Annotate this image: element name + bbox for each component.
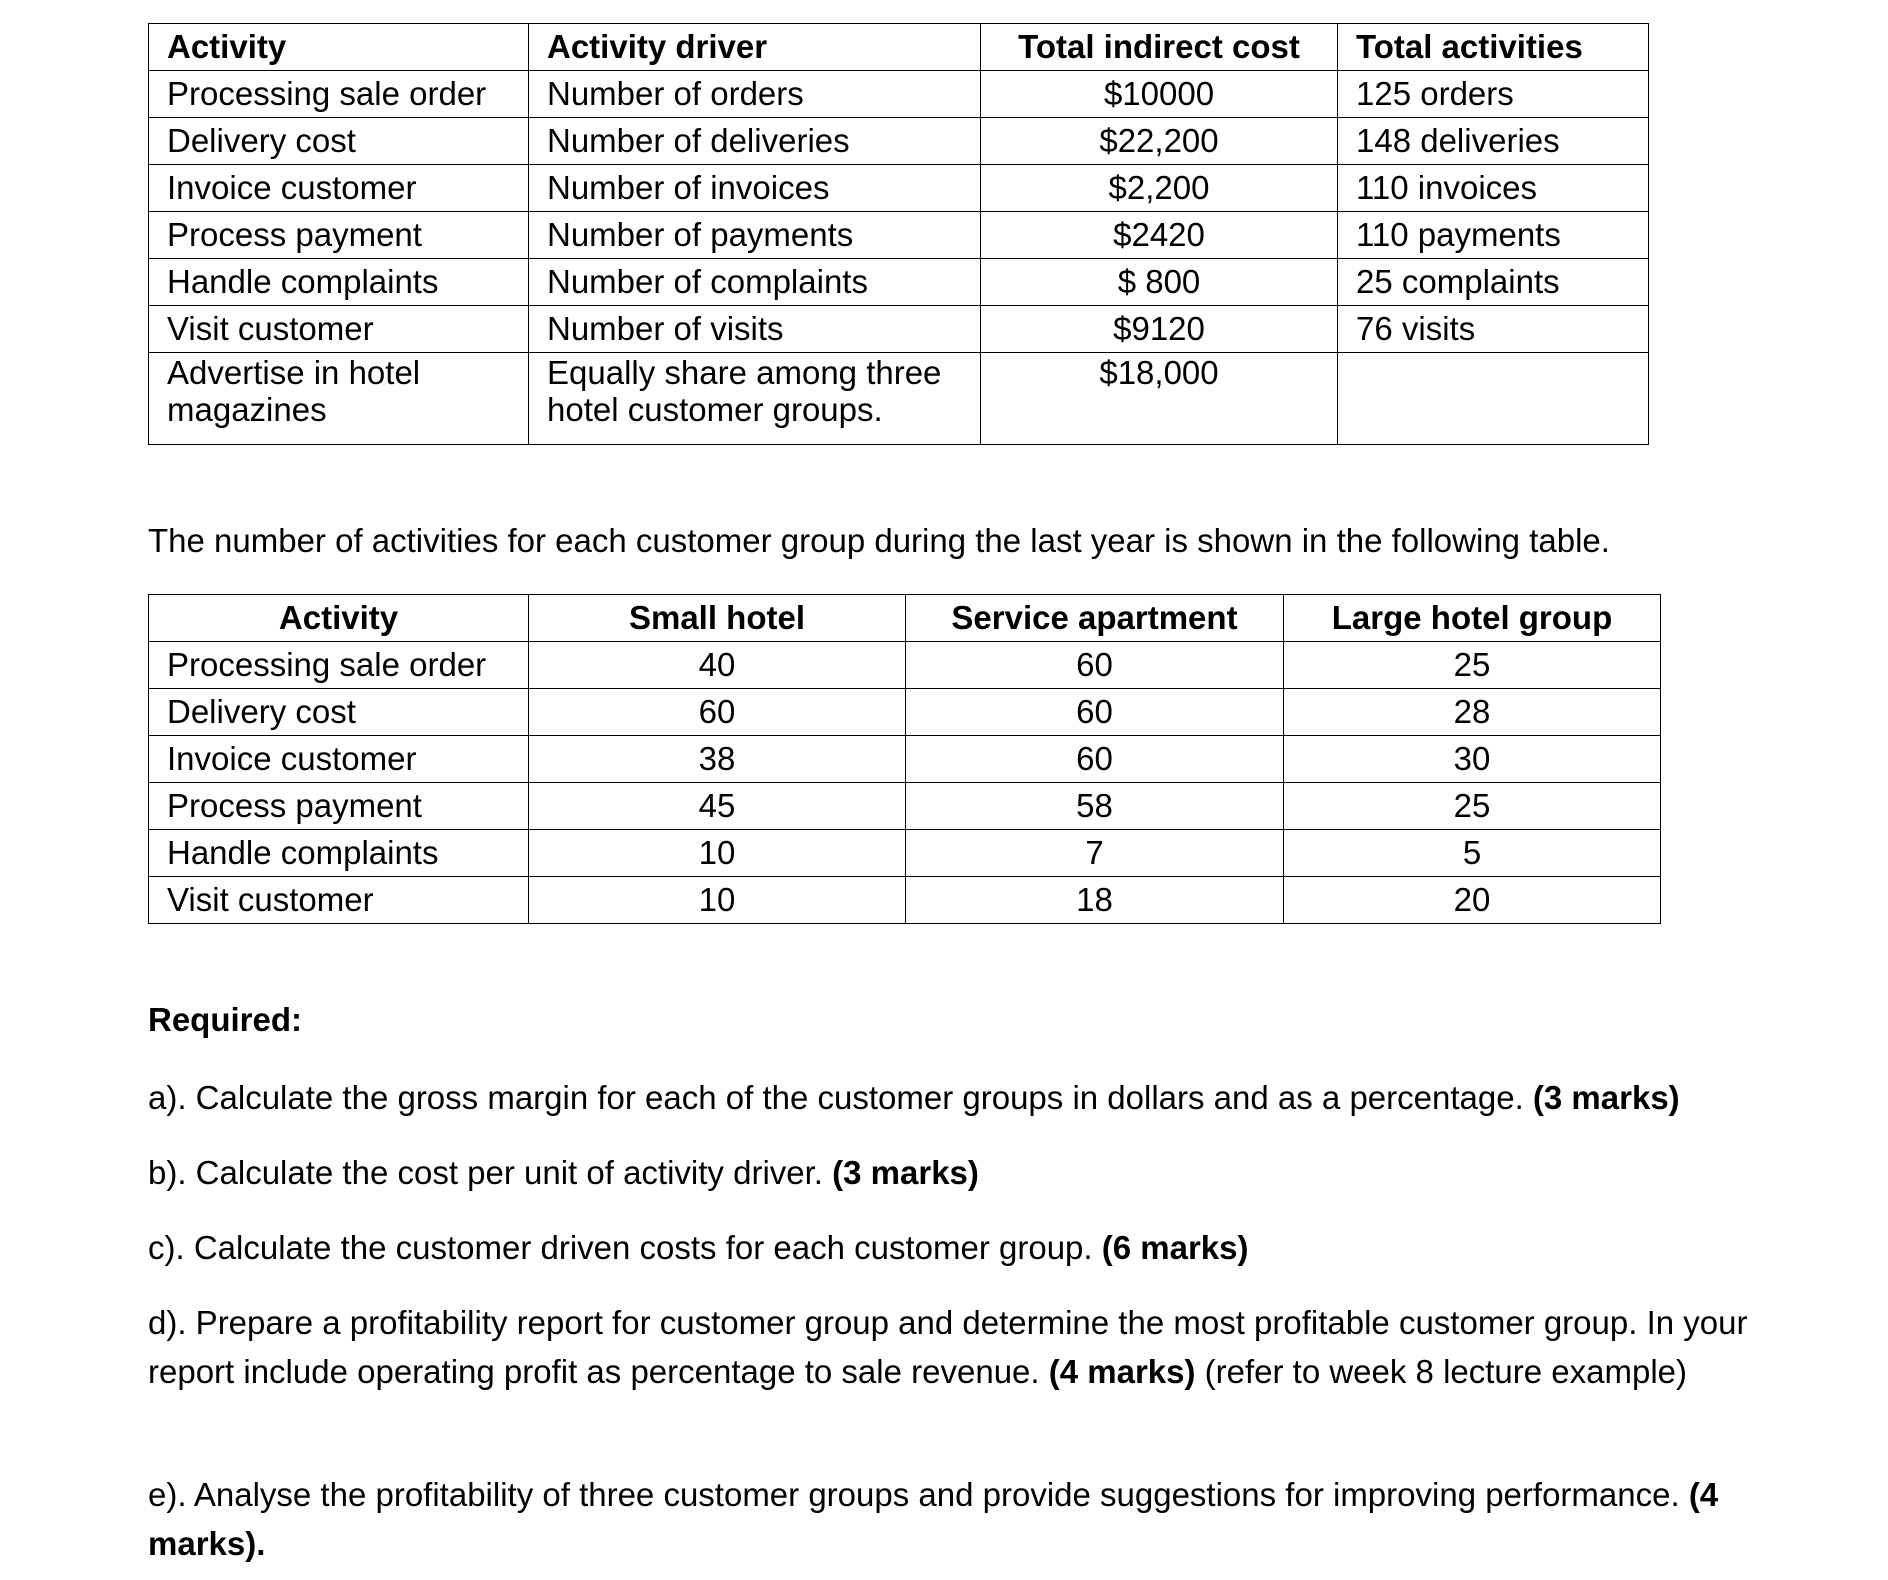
required-heading: Required: <box>148 1001 303 1038</box>
question-d <box>148 1298 1788 1396</box>
activity-cell: Invoice customer <box>149 165 529 212</box>
table-row <box>149 306 1649 353</box>
activity-cell: Visit customer <box>149 877 529 924</box>
marks-label: (3 marks) <box>1532 1079 1680 1116</box>
large-hotel-cell: 25 <box>1284 783 1661 830</box>
header-activity-driver: Activity driver <box>529 24 981 71</box>
question-text: c). Calculate the customer driven costs for each customer group. <box>148 1229 1102 1266</box>
header-service-apartment: Service apartment <box>906 595 1284 642</box>
question-e <box>148 1470 1788 1568</box>
total-cell: 25 complaints <box>1338 259 1649 306</box>
intro-paragraph: The number of activities for each customer group during the last year is shown in the following table. <box>148 522 1610 559</box>
table-row <box>149 118 1649 165</box>
small-hotel-cell: 60 <box>529 689 906 736</box>
total-cell: 125 orders <box>1338 71 1649 118</box>
question-text: a). Calculate the gross margin for each of the customer groups in dollars and as a percentage. <box>148 1079 1533 1116</box>
question-text: b). Calculate the cost per unit of activity driver. <box>148 1154 833 1191</box>
driver-cell: Number of payments <box>529 212 981 259</box>
activity-cell: Delivery cost <box>149 689 529 736</box>
activity-cell: Process payment <box>149 212 529 259</box>
cost-cell: $18,000 <box>981 353 1338 445</box>
marks-label: (6 marks) <box>1101 1229 1249 1266</box>
small-hotel-cell: 40 <box>529 642 906 689</box>
large-hotel-cell: 5 <box>1284 830 1661 877</box>
cost-cell: $ 800 <box>981 259 1338 306</box>
service-apartment-cell: 58 <box>906 783 1284 830</box>
table-row <box>149 642 1661 689</box>
activity-cell: Processing sale order <box>149 642 529 689</box>
activity-cell: Visit customer <box>149 306 529 353</box>
customer-group-activity-table <box>148 594 1661 924</box>
total-cell: 76 visits <box>1338 306 1649 353</box>
driver-cell: Equally share among three hotel customer groups. <box>529 353 981 445</box>
header-activity: Activity <box>149 595 529 642</box>
service-apartment-cell: 60 <box>906 642 1284 689</box>
header-small-hotel: Small hotel <box>529 595 906 642</box>
driver-cell: Number of complaints <box>529 259 981 306</box>
table-row <box>149 165 1649 212</box>
cost-cell: $2,200 <box>981 165 1338 212</box>
question-text: d). Prepare a profitability report for customer group and determine the most profitable customer group. In your report include operating profit as percentage to sale revenue. <box>148 1304 1748 1390</box>
cost-cell: $2420 <box>981 212 1338 259</box>
table-row <box>149 259 1649 306</box>
table-row <box>149 877 1661 924</box>
large-hotel-cell: 30 <box>1284 736 1661 783</box>
marks-label: (4 marks). <box>148 1476 1719 1562</box>
table-row <box>149 353 1649 445</box>
question-tail: (refer to week 8 lecture example) <box>1195 1353 1688 1390</box>
table-row <box>149 212 1649 259</box>
activity-cell: Invoice customer <box>149 736 529 783</box>
service-apartment-cell: 7 <box>906 830 1284 877</box>
question-b <box>148 1148 1788 1197</box>
header-total-indirect-cost: Total indirect cost <box>981 24 1338 71</box>
small-hotel-cell: 10 <box>529 830 906 877</box>
cost-cell: $10000 <box>981 71 1338 118</box>
service-apartment-cell: 18 <box>906 877 1284 924</box>
service-apartment-cell: 60 <box>906 689 1284 736</box>
total-cell: 110 payments <box>1338 212 1649 259</box>
activity-cell: Handle complaints <box>149 259 529 306</box>
total-cell <box>1338 353 1649 445</box>
large-hotel-cell: 20 <box>1284 877 1661 924</box>
total-cell: 148 deliveries <box>1338 118 1649 165</box>
driver-cell: Number of invoices <box>529 165 981 212</box>
small-hotel-cell: 10 <box>529 877 906 924</box>
table-row <box>149 689 1661 736</box>
driver-cell: Number of orders <box>529 71 981 118</box>
marks-label: (4 marks) <box>1048 1353 1196 1390</box>
table-row <box>149 783 1661 830</box>
total-cell: 110 invoices <box>1338 165 1649 212</box>
table-row <box>149 736 1661 783</box>
small-hotel-cell: 45 <box>529 783 906 830</box>
activity-cell: Process payment <box>149 783 529 830</box>
large-hotel-cell: 25 <box>1284 642 1661 689</box>
service-apartment-cell: 60 <box>906 736 1284 783</box>
cost-cell: $9120 <box>981 306 1338 353</box>
table-row <box>149 71 1649 118</box>
table-row <box>149 830 1661 877</box>
activity-cell: Handle complaints <box>149 830 529 877</box>
activity-cell: Delivery cost <box>149 118 529 165</box>
question-c <box>148 1223 1788 1272</box>
question-text: e). Analyse the profitability of three customer groups and provide suggestions for improving performance. <box>148 1476 1689 1513</box>
question-a <box>148 1073 1788 1122</box>
header-large-hotel-group: Large hotel group <box>1284 595 1661 642</box>
header-activity: Activity <box>149 24 529 71</box>
table-header-row <box>149 24 1649 71</box>
activity-cell: Processing sale order <box>149 71 529 118</box>
small-hotel-cell: 38 <box>529 736 906 783</box>
table-header-row <box>149 595 1661 642</box>
cost-cell: $22,200 <box>981 118 1338 165</box>
driver-cell: Number of deliveries <box>529 118 981 165</box>
large-hotel-cell: 28 <box>1284 689 1661 736</box>
activity-cell: Advertise in hotel magazines <box>149 353 529 445</box>
activity-cost-table <box>148 23 1649 445</box>
header-total-activities: Total activities <box>1338 24 1649 71</box>
marks-label: (3 marks) <box>832 1154 979 1191</box>
driver-cell: Number of visits <box>529 306 981 353</box>
